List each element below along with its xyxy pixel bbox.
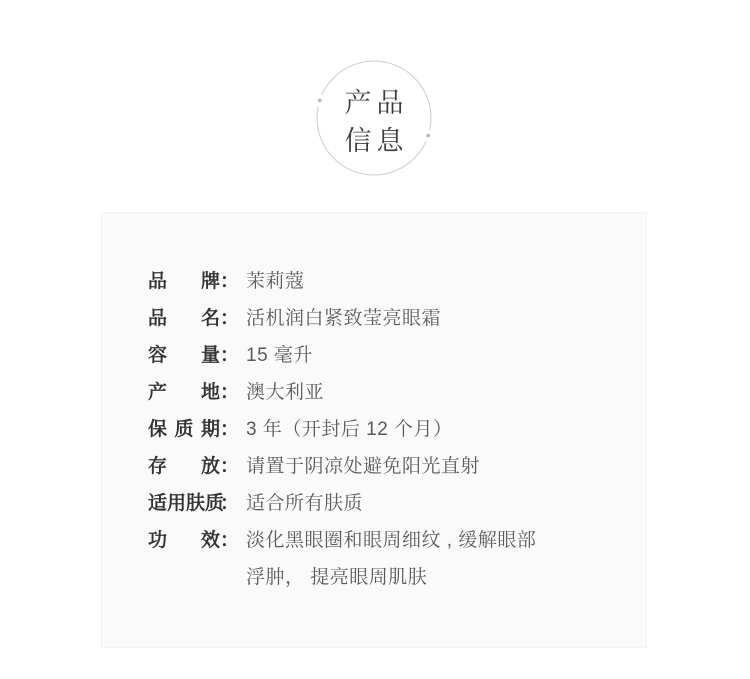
info-label: 适用肤质 xyxy=(148,493,225,514)
info-row-storage xyxy=(148,448,616,485)
info-row-skin-type xyxy=(148,485,616,522)
info-row-volume xyxy=(148,337,616,374)
info-colon: ： xyxy=(220,382,240,403)
info-value: 活机润白紧致莹亮眼霜 xyxy=(246,308,442,329)
section-title xyxy=(309,84,439,160)
info-value: 适合所有肤质 xyxy=(246,493,364,514)
info-row-brand xyxy=(148,263,616,300)
info-value-line2: 浮肿， 提亮眼周肌肤 xyxy=(246,567,428,588)
info-colon: ： xyxy=(220,493,240,514)
section-title-line1: 产品 xyxy=(344,88,409,118)
info-label: 产地 xyxy=(148,382,220,403)
info-colon: ： xyxy=(220,345,240,366)
info-colon: ： xyxy=(220,271,240,292)
info-value xyxy=(246,522,536,596)
info-value: 请置于阴凉处避免阳光直射 xyxy=(246,456,481,477)
info-value: 茉莉蔻 xyxy=(246,271,305,292)
info-label: 功效 xyxy=(148,530,220,551)
info-label: 容量 xyxy=(148,345,220,366)
section-title-line2: 信息 xyxy=(344,126,409,156)
info-colon: ： xyxy=(220,308,240,329)
info-label: 存放 xyxy=(148,456,220,477)
info-colon: ： xyxy=(220,456,240,477)
info-value-line1: 淡化黑眼圈和眼周细纹 , 缓解眼部 xyxy=(246,530,537,551)
info-row-origin xyxy=(148,374,616,411)
info-row-product-name xyxy=(148,300,616,337)
info-colon: ： xyxy=(220,530,240,551)
info-value: 澳大利亚 xyxy=(246,382,325,403)
info-label: 品牌 xyxy=(148,271,220,292)
info-colon: ： xyxy=(220,419,240,440)
product-info-panel xyxy=(101,212,647,648)
info-row-shelf-life xyxy=(148,411,616,448)
info-value: 15 毫升 xyxy=(246,345,313,366)
info-label: 保质期 xyxy=(148,419,220,440)
info-row-effects xyxy=(148,522,616,596)
info-label: 品名 xyxy=(148,308,220,329)
info-value: 3 年（开封后 12 个月） xyxy=(246,419,453,440)
